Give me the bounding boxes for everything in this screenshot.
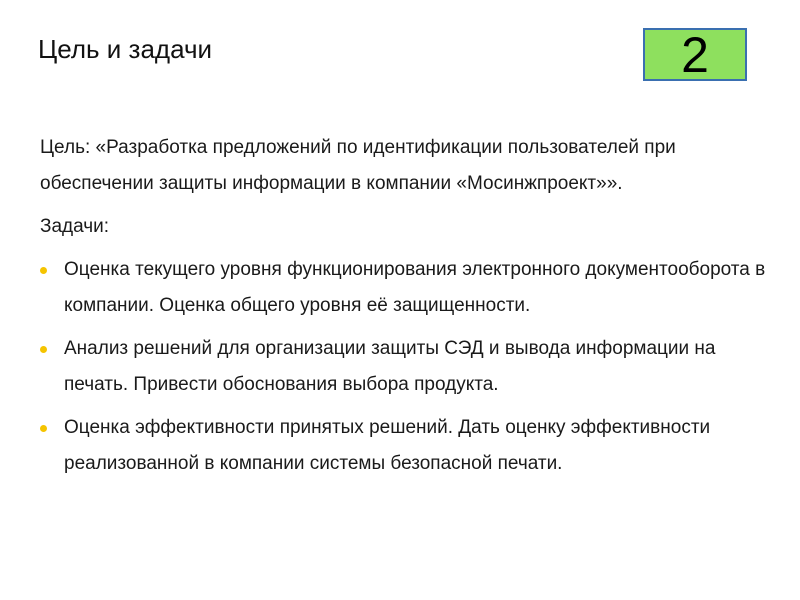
task-item: [40, 410, 770, 482]
page-number-badge: 2: [643, 28, 747, 81]
goal-paragraph: Цель: «Разработка предложений по идентификации пользователей при обеспечении защиты информации в компании «Мосинжпроект»».: [40, 137, 676, 194]
task-item: [40, 252, 770, 324]
slide-title: Цель и задачи: [38, 34, 213, 64]
task-item: [40, 331, 770, 403]
task-text: Анализ решений для организации защиты СЭД и вывода информации на печать. Привести обоснования выбора продукта.: [64, 338, 716, 395]
task-list: [40, 252, 770, 482]
task-text: Оценка эффективности принятых решений. Дать оценку эффективности реализованной в компании системы безопасной печати.: [64, 417, 711, 474]
bullet-dot-icon: [40, 267, 47, 274]
bullet-dot-icon: [40, 425, 47, 432]
task-text: Оценка текущего уровня функционирования электронного документооборота в компании. Оценка общего уровня её защищенности.: [64, 259, 766, 316]
tasks-heading: Задачи:: [40, 216, 110, 237]
slide-content: [40, 130, 770, 489]
bullet-dot-icon: [40, 346, 47, 353]
